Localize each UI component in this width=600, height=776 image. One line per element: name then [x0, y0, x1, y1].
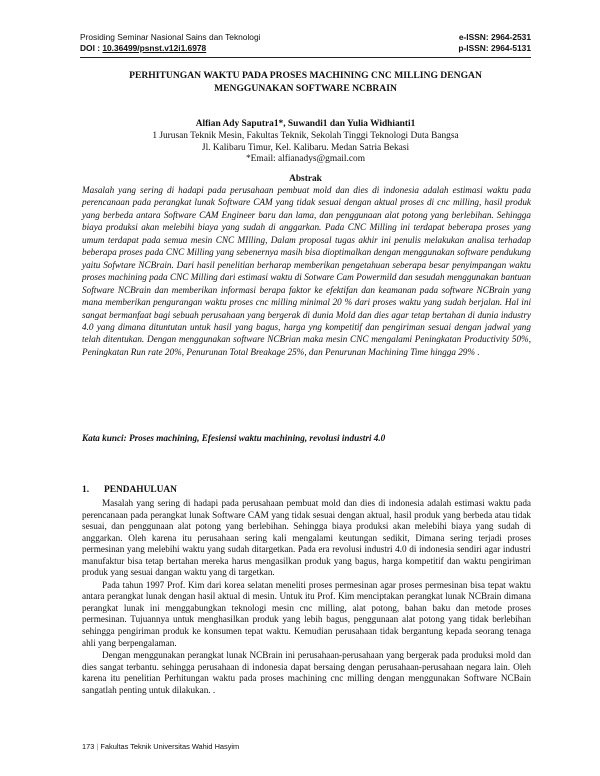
footer-institution: Fakultas Teknik Universitas Wahid Hasyim [100, 742, 240, 751]
journal-name: Prosiding Seminar Nasional Sains dan Teknologi [80, 32, 261, 42]
doi [80, 43, 206, 54]
page-footer [82, 742, 239, 751]
author-block [80, 119, 531, 166]
paragraph-3: Dengan menggunakan perangkat lunak NCBrain ini perusahaan-perusahaan yang bergerak pada produksi mold dan dies sangat terbantu. sehingga perusahaan di indonesia dapat bersaing dengan perusahaan-perusahaan negara lain. Oleh karena itu penelitian Perhitungan waktu pada proses machining cnc milling dengan menggunakan Software NCBain sangatlah penting untuk dilakukan. . [82, 650, 531, 695]
keywords: Kata kunci: Proses machining, Efesiensi waktu machining, revolusi industri 4.0 [82, 433, 386, 443]
pissn: p-ISSN: 2964-5131 [458, 43, 531, 53]
section-title: PENDAHULUAN [104, 485, 177, 495]
abstract-heading: Abstrak [289, 174, 322, 184]
abstract-text: Masalah yang sering di hadapi pada perusahaan pembuat mold dan dies di indonesia adalah estimasi waktu pada perencanaan pada perangkat lunak Software CAM yang tidak sesuai dengan aktual proses di cnc milling, hasil produk yang berbeda antara Software CAM Engineer baru dan lama, dan penggunaan alat potong yang berlebihan. Sehingga biaya produksi akan melebihi biaya yang sudah di anggarkan. Pada CNC Milling ini terdapat beberapa proses yang umum terdapat pada semua mesin CNC MIlling, Dalam proposal tugas akhir ini penulis melakukan analisa terhadap beberapa proses pada CNC Milling yang sebenernya masih bisa dioptimalkan dengan menggunakan software pendukung yaitu Sofwtare NCBrain. Dari hasil penelitian berharap memberikan pengetahuan seberapa besar penyimpangan waktu proses machining pada CNC Milling dari estimasi waktu di Sotware Cam Powermild dan sesudah menggunakan bantuan Software NCBrain dan memberikan informasi berapa faktor ke efektifan dan keamanan pada software NCBrain yang mana memberikan pengurangan waktu proses cnc milling minimal 20 % dari proses waktu yang sudah berjalan. Hal ini sangat bermanfaat bagi sebuah perusahaan yang bergerak di dunia Mold dan dies agar tetap bertahan di dunia industry 4.0 yang dimana dituntutan untuk hasil yang bagus, harga yng kompetitif dan pengiriman sesuai dengan jadwal yang telah ditentukan. Dengan menggunakan software NCBrian maka mesin CNC mengalami Peningkatan Productivity 50%, Peningkatan Run rate 20%, Penurunan Total Breakage 25%, dan Penurunan Machining Time hingga 29% . [82, 185, 531, 357]
author-email: *Email: alfianadys@gmail.com [245, 154, 366, 165]
author-address: Jl. Kalibaru Timur, Kel. Kalibaru. Medan Satria Bekasi [201, 142, 410, 153]
paragraph-1: Masalah yang sering di hadapi pada perusahaan pembuat mold dan dies di indonesia adalah estimasi waktu pada perencanaan pada perangkat lunak Software CAM yang tidak sesuai dengan aktual, hasil produk yang berbeda atau tidak sesuai, dan penggunaan alat potong yang berlebihan. Sehingga biaya produksi akan melebihi biaya yang sudah di anggarkan. Oleh karena itu perusahaan sering kali mengalami keutungan sedikit, Dimana sering terjadi proses permesinan yang melebihi waktu yang sudah ditargetkan. Pada era revolusi industri 4.0 di indonesia sendiri agar industri manufaktur bisa tetap bertahan mereka harus mengasilkan produk yang bagus, harga kompetitif dan waktu pengiriman produk yang sesuai dangan waktu yang di targetkan. [82, 498, 531, 578]
paragraph-2: Pada tahun 1997 Prof. Kim dari korea selatan meneliti proses permesinan agar proses permesinan bisa tepat waktu antara perangkat lunak dengan hasil aktual di mesin. Untuk itu Prof. Kim menciptakan perangkat lunak NCBrain dimana perangkat lunak ini menggabungkan teknologi mesin cnc milling, alat potong, bahan baku dan metode proses permesinan. Tujuannya untuk menghasilkan produk yang lebih bagus, penggunaan alat potong yang tidak berlebihan sehingga pengiriman produk ke konsumen tepat waktu. Kemudian perusahaan tidak bergantung kepada seorang tenaga ahli yang berpengalaman. [82, 579, 531, 648]
title-line-1: PERHITUNGAN WAKTU PADA PROSES MACHINING CNC MILLING DENGAN [129, 70, 482, 81]
doi-label: DOI : [80, 43, 101, 53]
section-heading [82, 485, 177, 495]
doi-link[interactable]: 10.36499/psnst.v12i1.6978 [102, 43, 207, 53]
page-number: 173 [82, 742, 95, 751]
paper-title [80, 70, 531, 95]
author-affiliation: 1 Jurusan Teknik Mesin, Fakultas Teknik, Sekolah Tinggi Teknologi Duta Bangsa [152, 130, 459, 141]
eissn: e-ISSN: 2964-2531 [458, 32, 531, 42]
section-number: 1. [82, 485, 90, 495]
author-names: Alfian Ady Saputra1*, Suwandi1 dan Yulia Widhianti1 [195, 119, 416, 129]
footer-separator: | [96, 742, 99, 751]
header-rule [80, 57, 531, 58]
section-body [82, 498, 531, 697]
title-line-2: MENGGUNAKAN SOFTWARE NCBRAIN [214, 82, 397, 94]
running-header [80, 32, 531, 54]
